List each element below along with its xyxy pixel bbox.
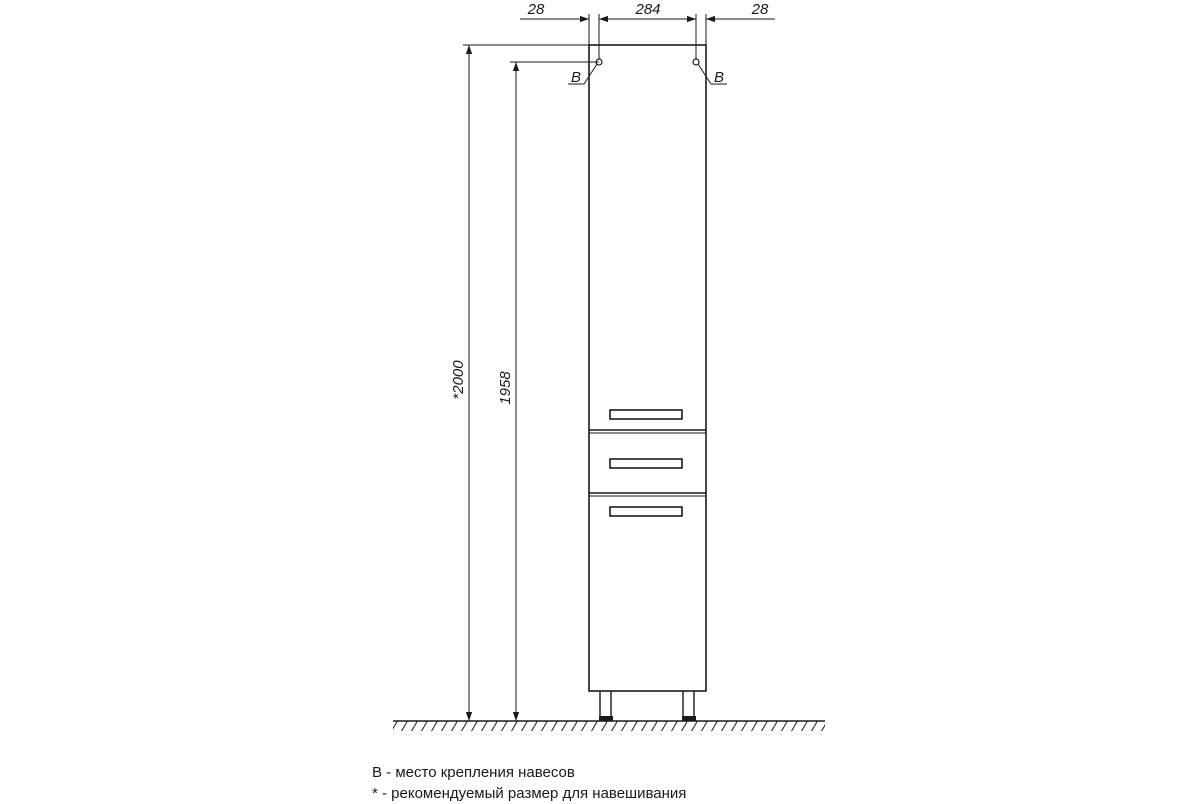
legend bbox=[372, 762, 686, 804]
cabinet-height-dimension bbox=[510, 62, 599, 721]
left-offset-label: 28 bbox=[527, 1, 545, 18]
total-height-dimension bbox=[463, 45, 589, 721]
cabinet-leg-right bbox=[682, 691, 696, 721]
legend-size-note: * - рекомендуемый размер для навешивания bbox=[372, 785, 687, 802]
mount-label-right: B bbox=[713, 69, 725, 86]
cabinet-leg-left bbox=[599, 691, 613, 721]
top-dimension bbox=[520, 14, 775, 62]
top-width-label: 284 bbox=[635, 1, 661, 18]
cabinet-height-label: 1958 bbox=[497, 371, 514, 405]
floor-line bbox=[393, 721, 825, 731]
legend-mount-note: В - место крепления навесов bbox=[372, 764, 575, 781]
drawer-handle bbox=[610, 459, 682, 468]
right-offset-label: 28 bbox=[751, 1, 769, 18]
mount-label-left: B bbox=[570, 69, 582, 86]
total-height-label: *2000 bbox=[450, 360, 467, 400]
lower-door-handle bbox=[610, 507, 682, 516]
upper-door-handle bbox=[610, 410, 682, 419]
cabinet-body bbox=[589, 45, 706, 691]
